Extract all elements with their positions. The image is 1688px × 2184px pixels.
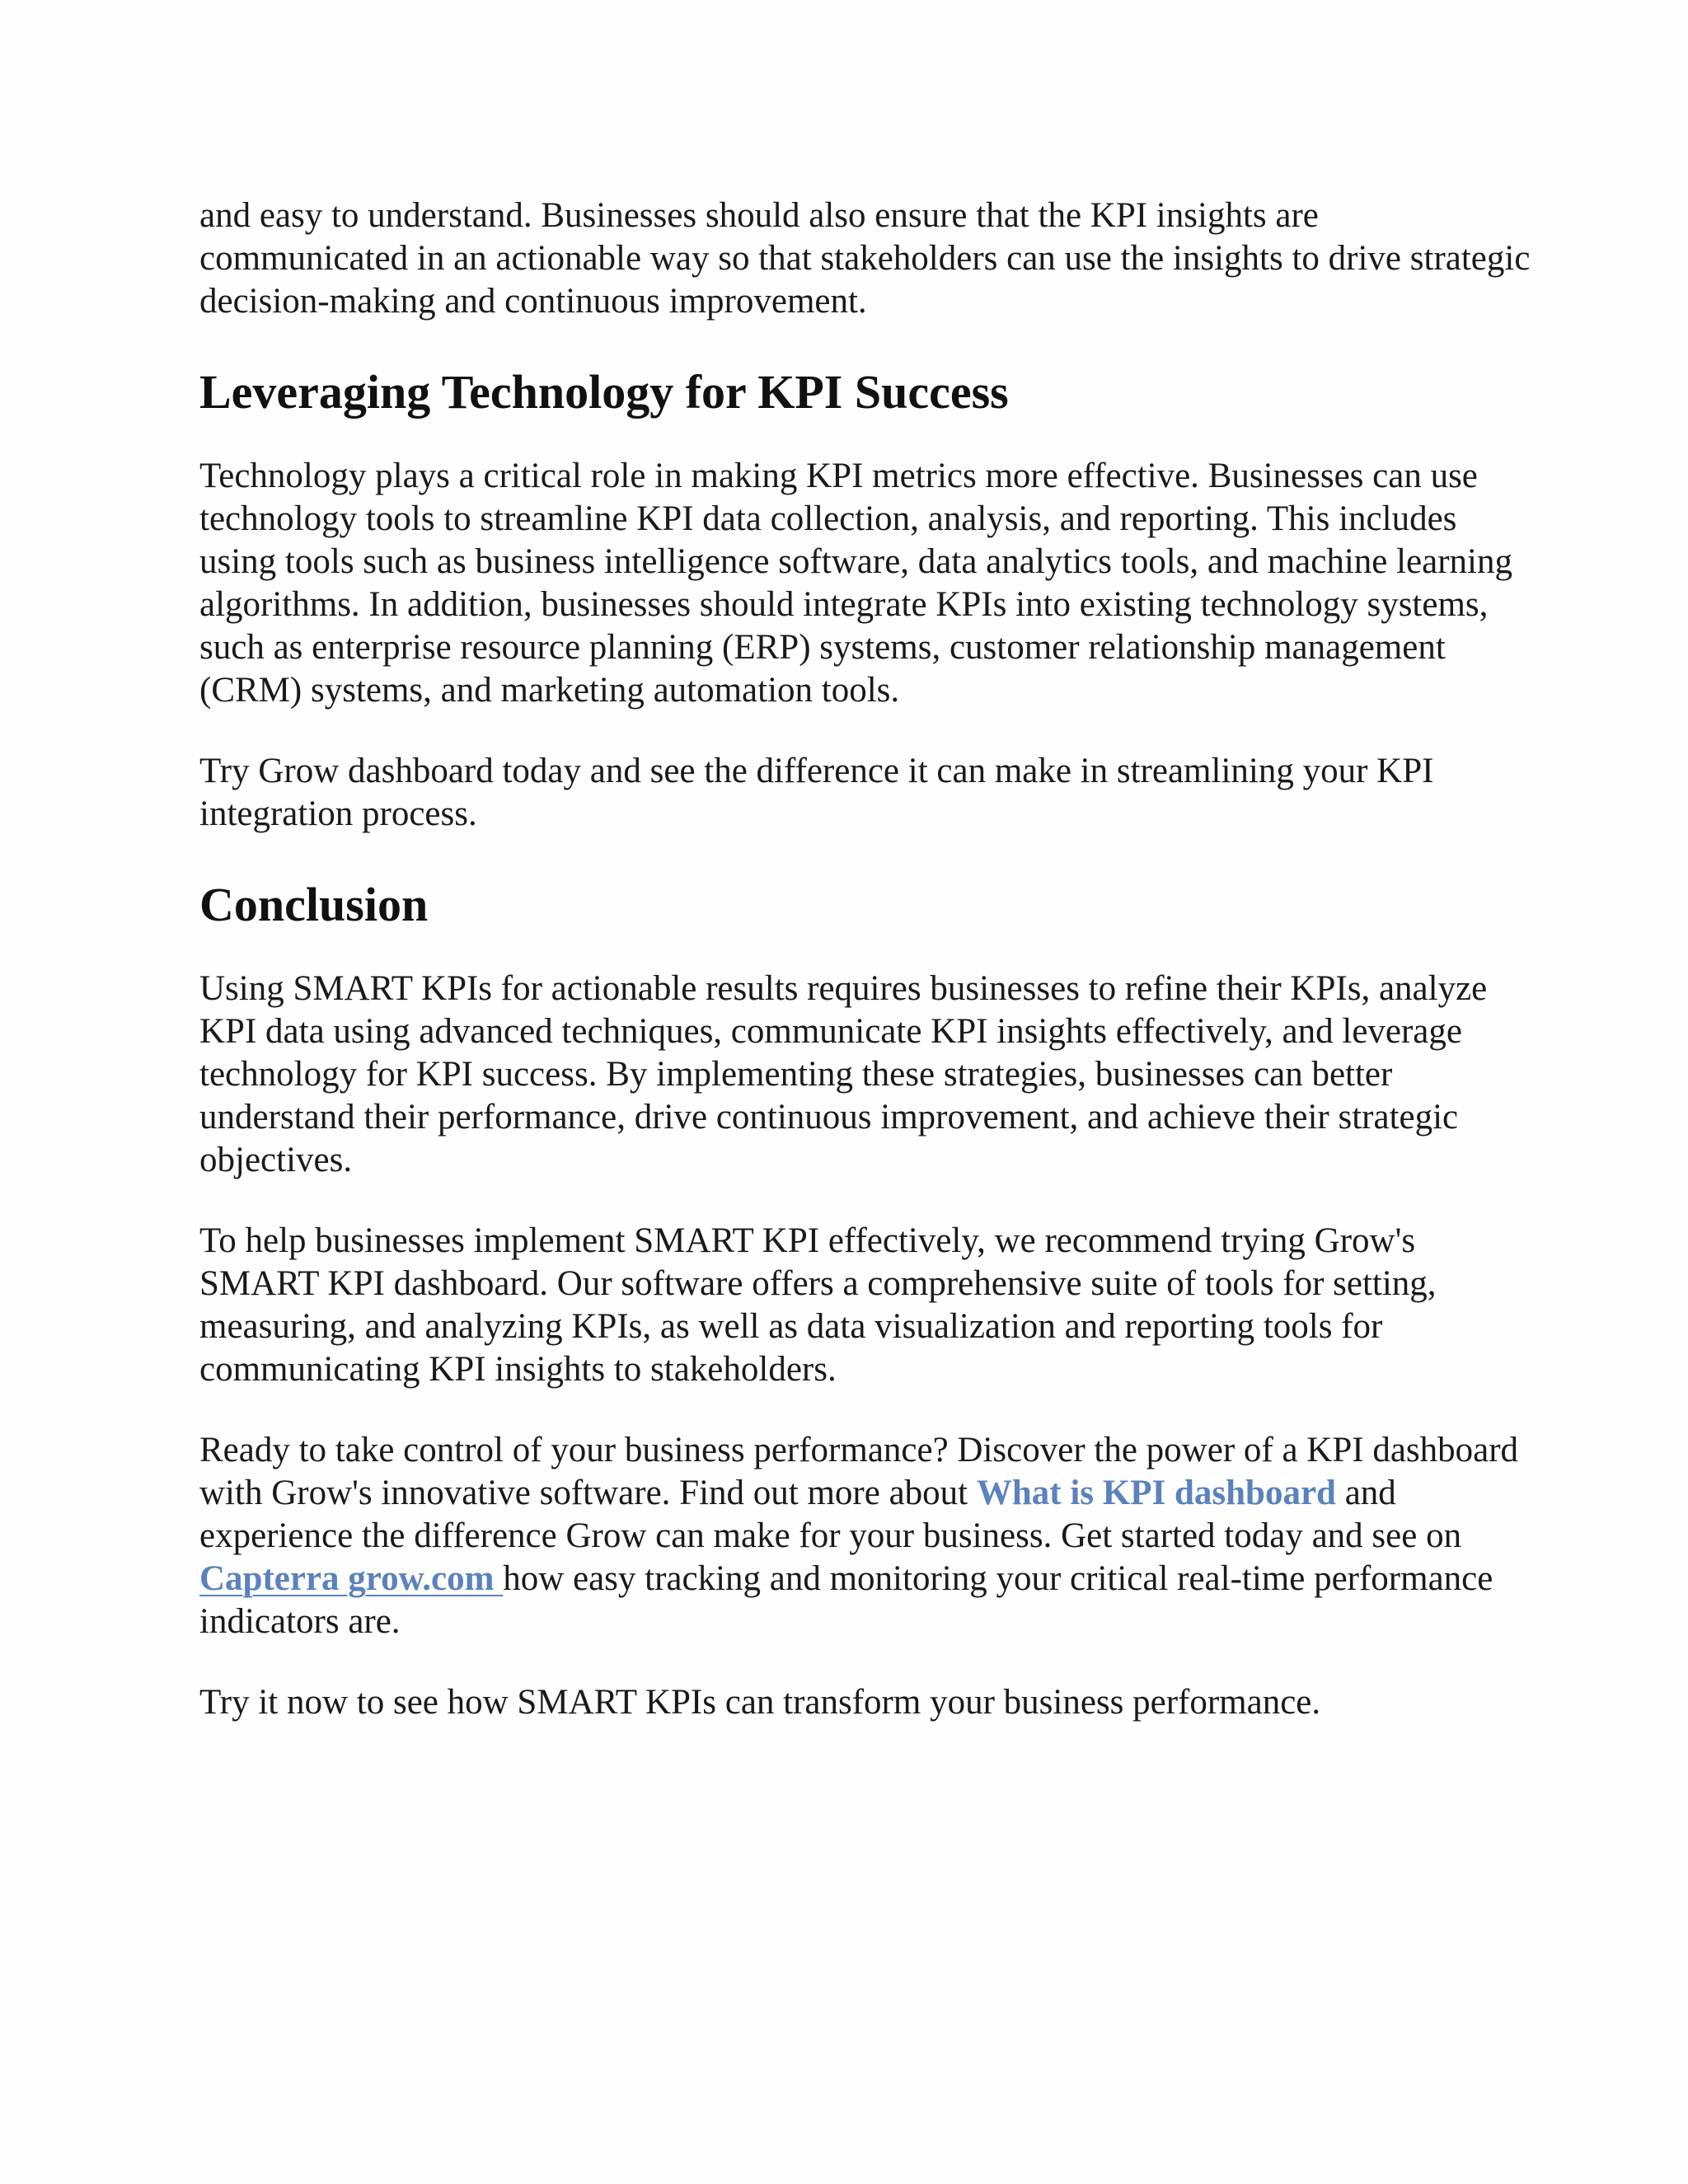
intro-paragraph: and easy to understand. Businesses should also ensure that the KPI insights are communicated in an actionable way so that stakeholders can use the insights to drive strategic decision-making and continuous improvement. <box>199 196 1531 321</box>
technology-paragraph-1: Technology plays a critical role in making KPI metrics more effective. Businesses can use technology tools to streamline KPI data collection, analysis, and reporting. This includes using tools such as business intelligence software, data analytics tools, and machine learning algorithms. In addition, businesses should integrate KPIs into existing technology systems, such as enterprise resource planning (ERP) systems, customer relationship management (CRM) systems, and marketing automation tools. <box>199 457 1512 710</box>
capterra-grow-link[interactable]: Capterra grow.com <box>199 1559 504 1598</box>
paragraph-3-text-3: how easy tracking and monitoring your critical real-time performance indicators are. <box>199 1559 1493 1641</box>
conclusion-paragraph-3 <box>199 1429 1535 1643</box>
paragraph-3-text-2: and experience the difference Grow can make for your business. Get started today and see on <box>199 1474 1462 1555</box>
conclusion-paragraph-1: Using SMART KPIs for actionable results requires businesses to refine their KPIs, analyze KPI data using advanced techniques, communicate KPI insights effectively, and leverage technology for KPI success. By implementing these strategies, businesses can better understand their performance, drive continuous improvement, and achieve their strategic objectives. <box>199 969 1488 1179</box>
technology-paragraph-2: Try Grow dashboard today and see the difference it can make in streamlining your KPI integration process. <box>199 752 1434 833</box>
what-is-kpi-dashboard-link[interactable]: What is KPI dashboard <box>976 1474 1336 1512</box>
document-content <box>199 194 1535 1724</box>
paragraph-3-text-1: Ready to take control of your business performance? Discover the power of a KPI dashboard with Grow's innovative software. Find out more about <box>199 1431 1519 1512</box>
technology-heading: Leveraging Technology for KPI Success <box>199 365 1009 419</box>
conclusion-paragraph-2: To help businesses implement SMART KPI effectively, we recommend trying Grow's SMART KPI dashboard. Our software offers a comprehensive suite of tools for setting, measuring, and analyzing KPIs, as well as data visualization and reporting tools for communicating KPI insights to stakeholders. <box>199 1221 1437 1389</box>
conclusion-paragraph-4: Try it now to see how SMART KPIs can transform your business performance. <box>199 1683 1321 1722</box>
conclusion-heading: Conclusion <box>199 878 429 931</box>
